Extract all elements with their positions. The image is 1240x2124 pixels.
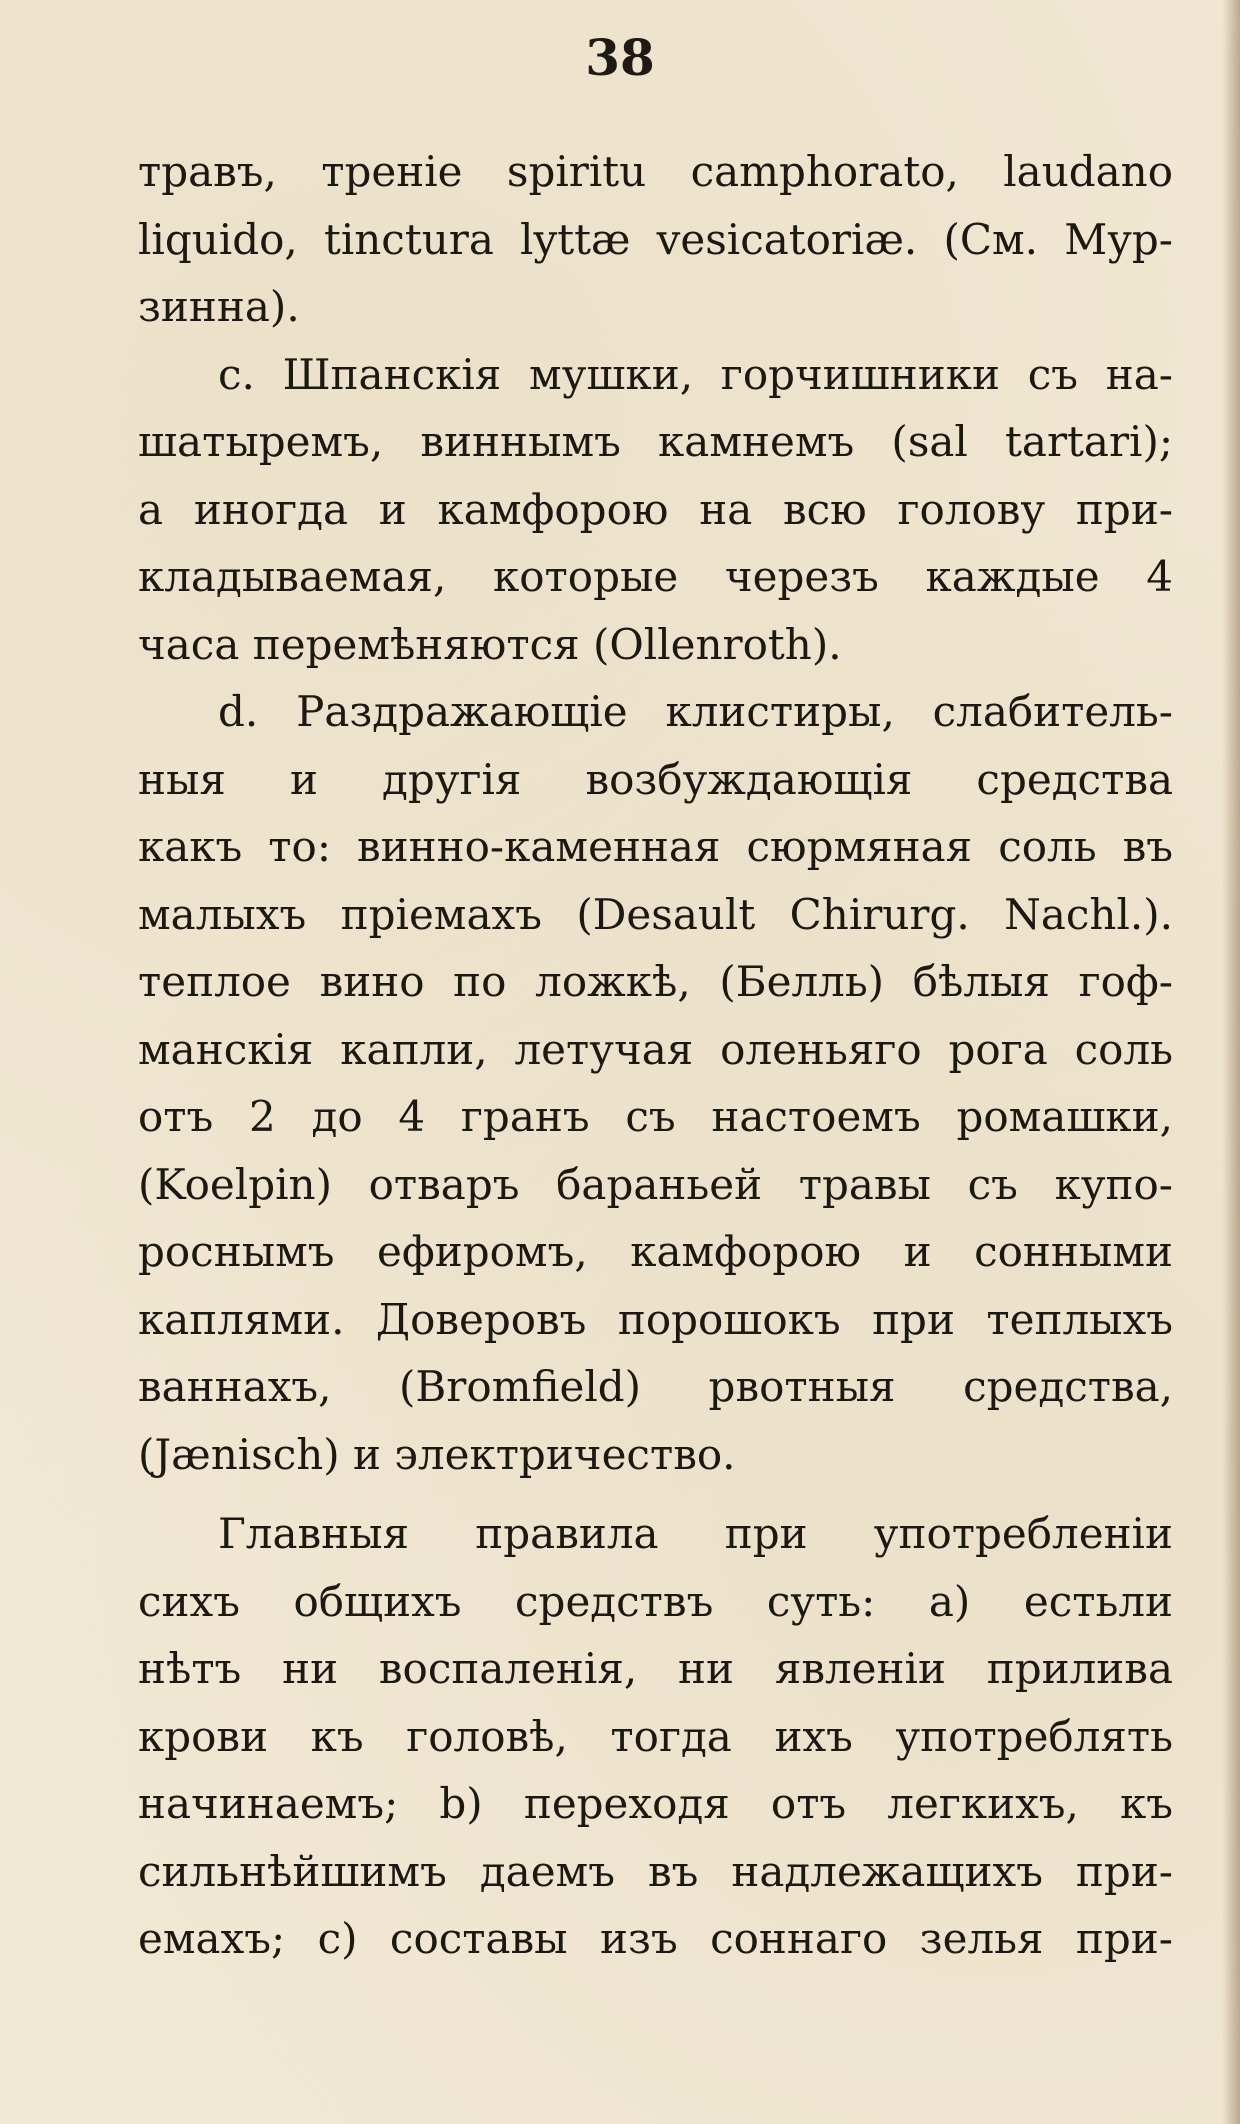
text-line: сихъ общихъ средствъ суть: а) естьли — [138, 1576, 1173, 1626]
text-line: кладываемая, которые черезъ каждые 4 — [138, 552, 1173, 601]
text-line: нѣтъ ни воспаленія, ни явленіи прилива — [138, 1644, 1173, 1693]
text-line: малыхъ пріемахъ (Desault Chirurg. Nachl.). — [138, 889, 1173, 939]
text-line: шатыремъ, виннымъ камнемъ (sal tartari); — [138, 417, 1173, 466]
text-line: сильнѣйшимъ даемъ въ надлежащихъ при- — [138, 1846, 1173, 1896]
text-line: а иногда и камфорою на всю голову при- — [138, 484, 1173, 534]
text-line: емахъ; c) составы изъ соннаго зелья при- — [138, 1914, 1173, 1963]
text-line: роснымъ ефиромъ, камфорою и сонными — [138, 1227, 1173, 1276]
text-line: отъ 2 до 4 гранъ съ настоемъ ромашки, — [138, 1092, 1173, 1141]
page-text — [138, 138, 1173, 1973]
text-line: ваннахъ, (Bromfield) рвотныя средства, — [138, 1362, 1173, 1411]
text-line: манскія капли, летучая оленьяго рога соль — [138, 1024, 1173, 1074]
text-line: теплое вино по ложкѣ, (Белль) бѣлыя гоф- — [138, 957, 1173, 1006]
text-line: (Jænisch) и электричество. — [138, 1429, 736, 1479]
page-number: 38 — [585, 28, 655, 87]
paragraph-gap — [138, 1488, 1173, 1500]
text-line: (Koelpin) отваръ бараньей травы съ купо- — [138, 1159, 1173, 1209]
text-line: c. Шпанскія мушки, горчишники съ на- — [218, 349, 1173, 399]
text-line: d. Раздражающіе клистиры, слабитель- — [218, 687, 1173, 736]
text-line: Главныя правила при употребленіи — [218, 1509, 1173, 1558]
text-line: травъ, треніе spiritu camphorato, laudano — [138, 147, 1173, 196]
text-line: liquido, tinctura lyttæ vesicatoriæ. (См. Мур- — [138, 214, 1173, 264]
text-line: ныя и другія возбуждающія средства — [138, 754, 1173, 804]
text-line: крови къ головѣ, тогда ихъ употреблять — [138, 1711, 1173, 1761]
page-edge-shadow — [1222, 0, 1240, 2124]
text-line: какъ то: винно-каменная сюрмяная соль въ — [138, 822, 1173, 871]
text-line: начинаемъ; b) переходя отъ легкихъ, къ — [138, 1779, 1173, 1828]
text-line: часа перемѣняются (Ollenroth). — [138, 619, 842, 669]
text-line: каплями. Доверовъ порошокъ при теплыхъ — [138, 1294, 1173, 1344]
text-line: зинна). — [138, 282, 300, 331]
